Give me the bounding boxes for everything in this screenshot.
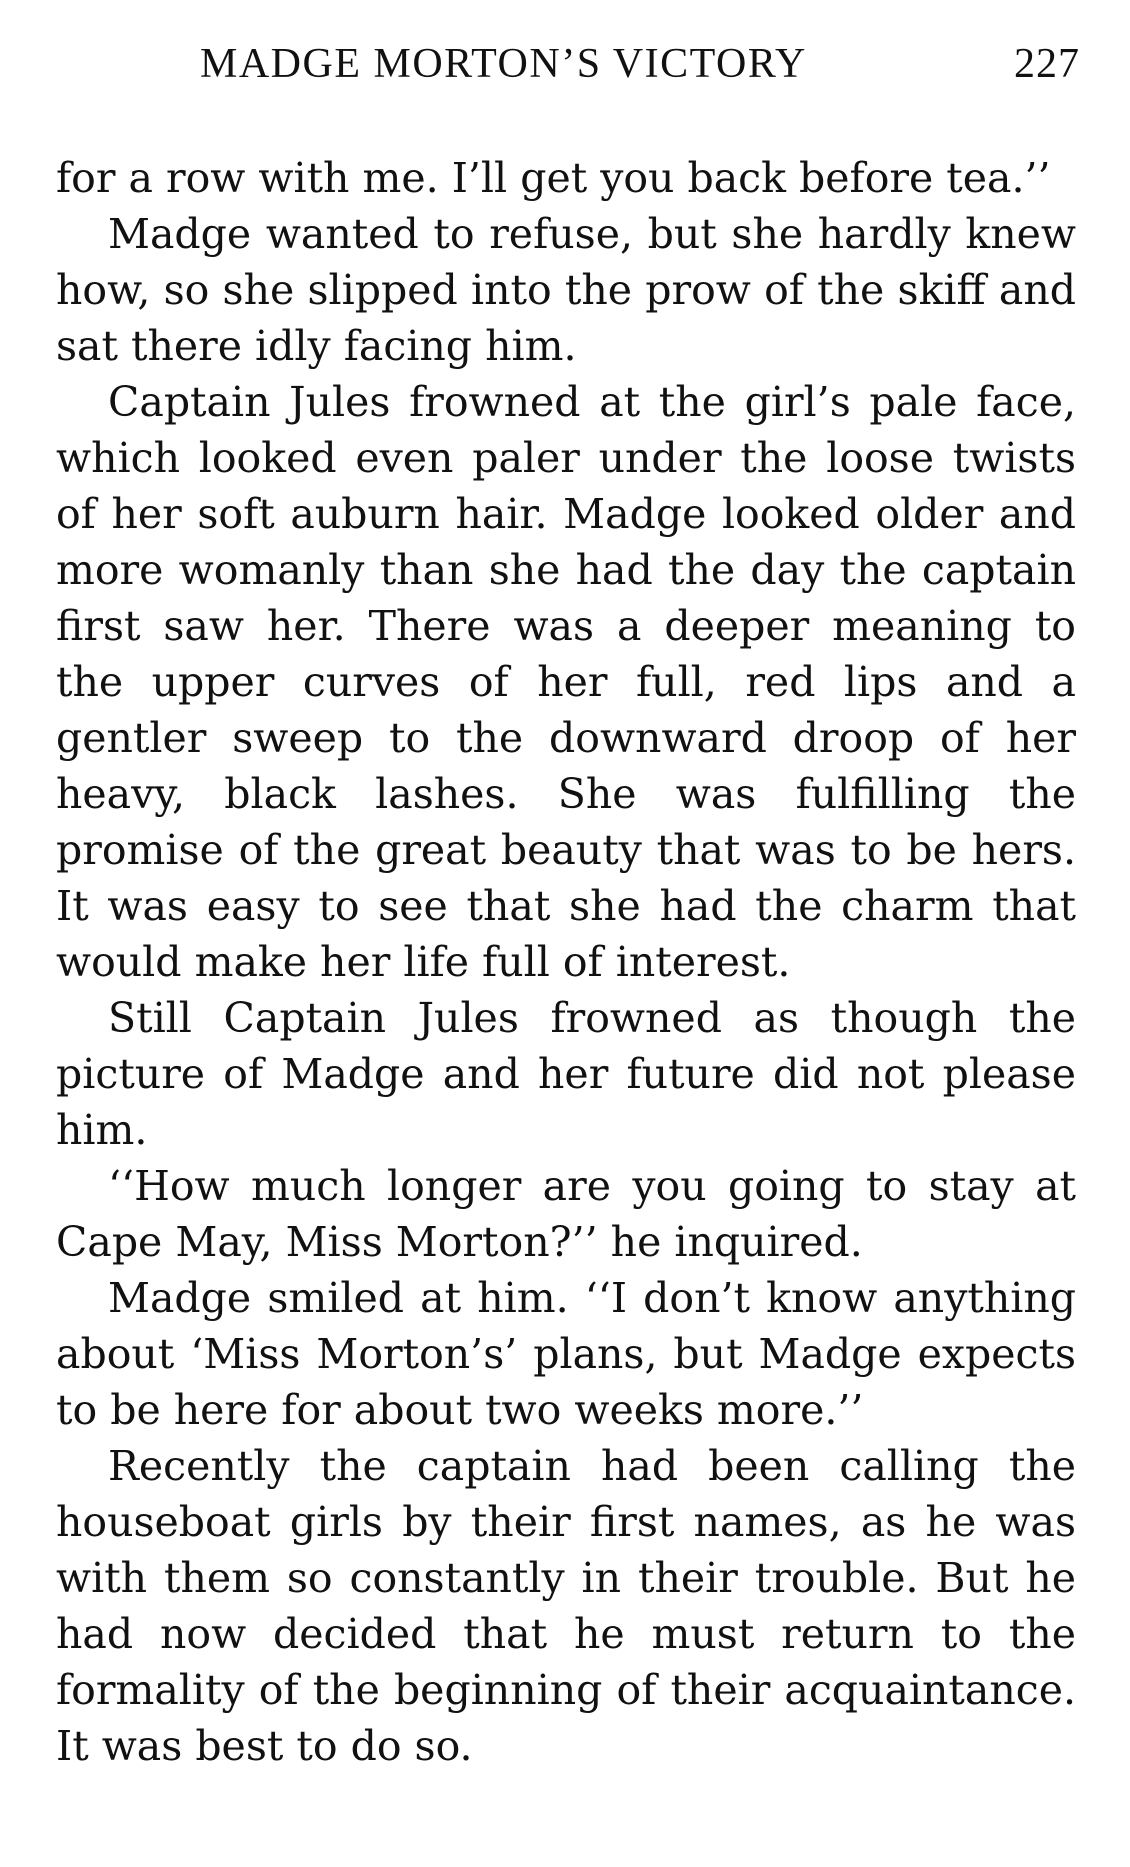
page-number: 227 [1014,41,1080,87]
paragraph: Still Captain Jules frowned as though the picture of Madge and her future did not please him. [56,994,1076,1154]
body-text [56,150,1076,1774]
running-title: MADGE MORTON’S VICTORY [200,41,807,87]
paragraph: Madge wanted to refuse, but she hardly knew how, so she slipped into the prow of the skiff and sat there idly facing him. [56,210,1076,370]
paragraph: Madge smiled at him. ‘‘I don’t know anything about ‘Miss Morton’s’ plans, but Madge expects to be here for about two weeks more.’’ [56,1274,1076,1434]
paragraph: ‘‘How much longer are you going to stay at Cape May, Miss Morton?’’ he inquired. [56,1162,1076,1266]
page-header [200,40,1080,100]
paragraph: for a row with me. I’ll get you back before tea.’’ [56,154,1051,202]
paragraph: Recently the captain had been calling the houseboat girls by their first names, as he was with them so constantly in their trouble. But he had now decided that he must return to the formality of the beginning of their acquaintance. It was best to do so. [56,1442,1076,1770]
paragraph: Captain Jules frowned at the girl’s pale face, which looked even paler under the loose twists of her soft auburn hair. Madge looked older and more womanly than she had the day the captain first saw her. There was a deeper meaning to the upper curves of her full, red lips and a gentler sweep to the downward droop of her heavy, black lashes. She was fulfilling the promise of the great beauty that was to be hers. It was easy to see that she had the charm that would make her life full of interest. [56,378,1076,986]
